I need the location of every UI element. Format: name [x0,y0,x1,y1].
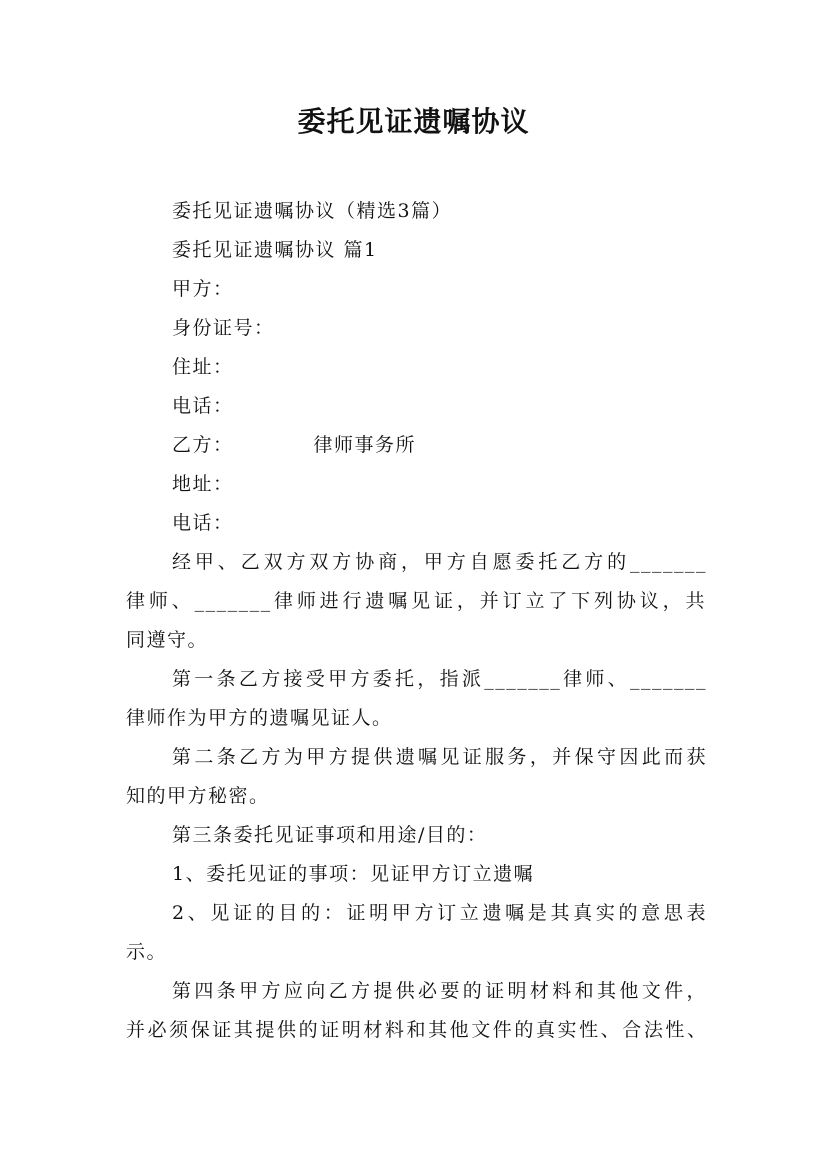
paragraph-line: 1、委托见证的事项：见证甲方订立遗嘱 [172,863,535,885]
paragraph-line: 知的甲方秘密。 [126,785,270,807]
party-b-label: 乙方： [172,434,234,456]
paragraph-line: 律师作为甲方的遗嘱见证人。 [126,707,393,729]
party-b-line [172,431,707,459]
address-label: 住址： [172,356,234,378]
address-label-b: 地址： [172,473,234,495]
paragraph-line: 同遵守。 [126,629,209,651]
paragraph-line: 第一条乙方接受甲方委托，指派_______律师、_______ [172,668,707,690]
paragraph-line: 经甲、乙双方双方协商，甲方自愿委托乙方的_______ [172,551,707,573]
id-number-label: 身份证号： [172,317,275,339]
paragraph-line: 2、见证的目的：证明甲方订立遗嘱是其真实的意思表 [172,902,707,924]
document-title: 委托见证遗嘱协议 [297,105,530,138]
paragraph-line: 并必须保证其提供的证明材料和其他文件的真实性、合法性、 [126,1019,706,1041]
phone-label-b: 电话： [172,512,234,534]
section-heading: 委托见证遗嘱协议 篇1 [172,239,378,261]
party-a-label: 甲方： [172,278,234,300]
paragraph-line: 示。 [126,941,168,963]
paragraph-line: 第二条乙方为甲方提供遗嘱见证服务，并保守因此而获 [172,746,707,768]
paragraph-line: 第四条甲方应向乙方提供必要的证明材料和其他文件， [172,980,707,1002]
phone-label-a: 电话： [172,395,234,417]
party-b-firm: 律师事务所 [313,434,417,456]
paragraph-line: 第三条委托见证事项和用途/目的： [172,824,488,846]
paragraph-line: 律师、_______律师进行遗嘱见证，并订立了下列协议，共 [126,590,706,612]
subtitle: 委托见证遗嘱协议（精选3篇） [172,200,453,222]
